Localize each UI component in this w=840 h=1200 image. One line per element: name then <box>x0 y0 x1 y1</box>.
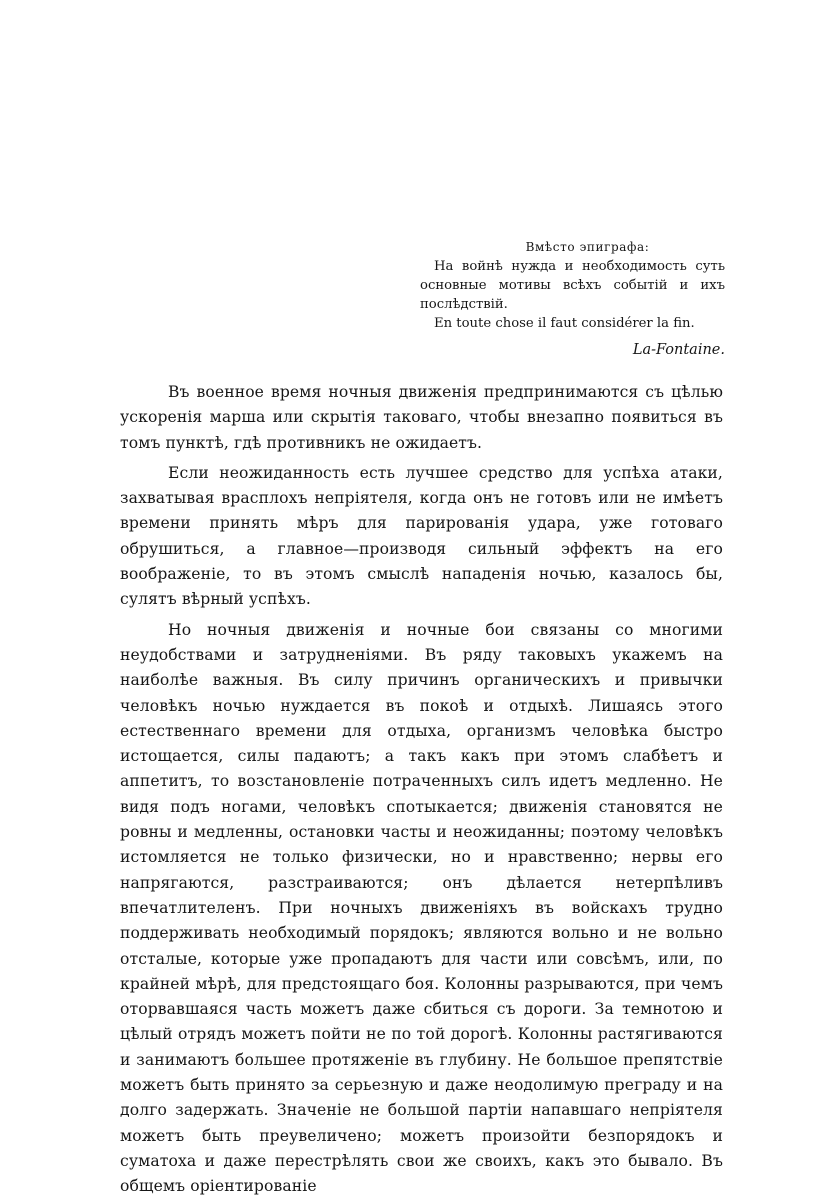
paragraph: Но ночныя движенія и ночные бои связаны со многими неудобствами и затрудненіями. Въ ряду таковыхъ укажемъ на наиболѣе важныя. Въ силу причинъ органическихъ и привычки человѣкъ ночью нуждается въ покоѣ и отдыхѣ. Лишаясь этого естественнаго времени для отдыха, организмъ человѣка быстро истощается, силы падаютъ; а такъ какъ при этомъ слабѣетъ и аппетитъ, то возстановленіе потраченныхъ силъ идетъ медленно. Не видя подъ ногами, человѣкъ спотыкается; движенія становятся не ровны и медленны, остановки часты и неожиданны; поэтому человѣкъ истомляется не только физически, но и нравственно; нервы его напрягаются, разстраиваются; онъ дѣлается нетерпѣливъ впечатлителенъ. При ночныхъ движеніяхъ въ войскахъ трудно поддерживать необходимый порядокъ; являются вольно и не вольно отсталые, которые уже пропадаютъ для части или совсѣмъ, или, по крайней мѣрѣ, для предстоящаго боя. Колонны разрываются, при чемъ оторвавшаяся часть можетъ даже сбиться съ дороги. За темнотою и цѣлый отрядъ можетъ пойти не по той дорогѣ. Колонны растягиваются и занимаютъ большее протяженіе въ глубину. Не большое препятствіе можетъ быть принято за серьезную и даже неодолимую преграду и на долго задержать. Значеніе не большой партіи напавшаго непріятеля можетъ быть преувеличено; можетъ произойти безпорядокъ и суматоха и даже перестрѣлять свои же своихъ, какъ это бывало. Въ общемъ оріентированіе <box>120 620 723 1196</box>
epigraph <box>420 238 725 360</box>
paragraph: Если неожиданность есть лучшее средство для успѣха атаки, захватывая врасплохъ непріятеля, когда онъ не готовъ или не имѣетъ времени принять мѣръ для парированія удара, уже готоваго обрушиться, а главное—производя сильный эффектъ на его воображеніе, то въ этомъ смыслѣ нападенія ночью, казалось бы, сулятъ вѣрный успѣхъ. <box>120 463 723 609</box>
paragraph: Въ военное время ночныя движенія предпринимаются съ цѣлью ускоренія марша или скрытія таковаго, чтобы внезапно появиться въ томъ пунктѣ, гдѣ противникъ не ожидаетъ. <box>120 383 723 452</box>
body-text <box>120 380 723 1200</box>
epigraph-heading: Вмѣсто эпиграфа: <box>525 240 650 254</box>
epigraph-author: La-Fontaine. <box>632 342 725 358</box>
epigraph-quote: En toute chose il faut considérer la fin. <box>434 316 695 331</box>
epigraph-text: На войнѣ нужда и необходимость суть основные мотивы всѣхъ событій и ихъ послѣдствій. <box>420 259 725 312</box>
